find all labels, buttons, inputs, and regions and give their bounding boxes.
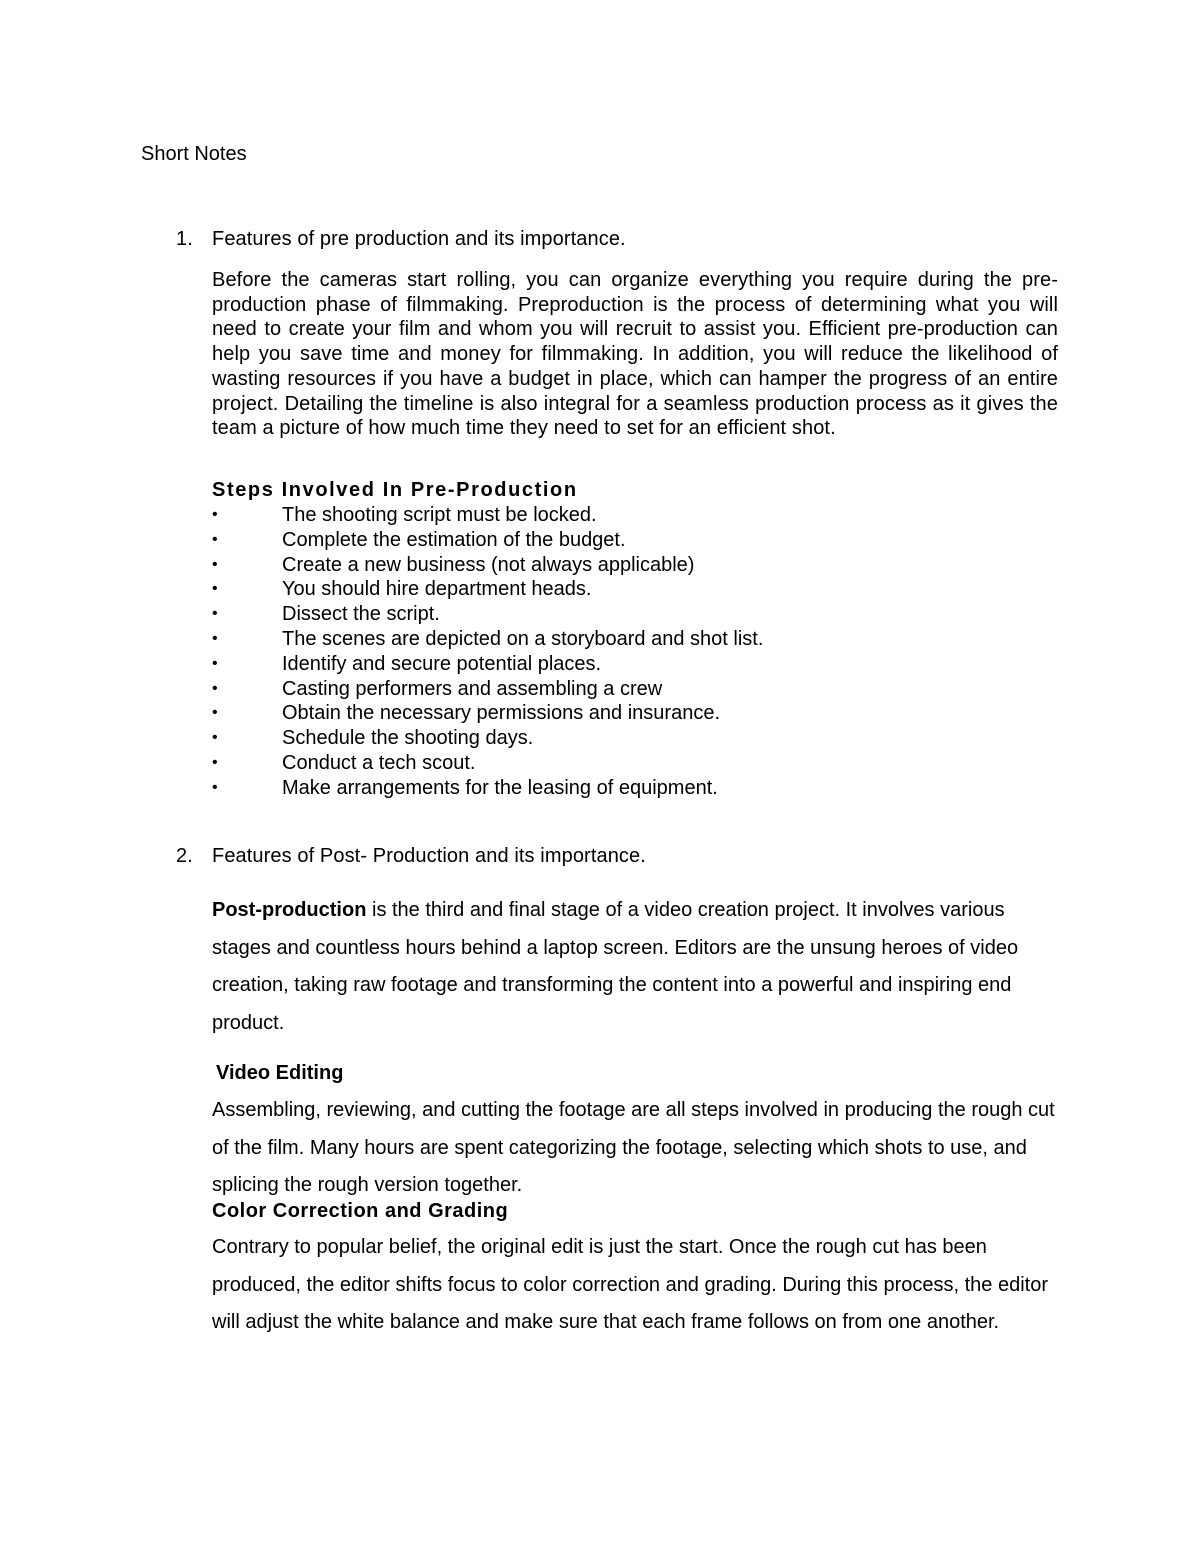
steps-list-item-text: Casting performers and assembling a crew xyxy=(282,677,663,700)
steps-list-item-text: Conduct a tech scout. xyxy=(282,751,476,774)
bullet-icon: • xyxy=(212,629,218,647)
video-editing-heading: Video Editing xyxy=(216,1062,344,1084)
steps-list-item-text: Identify and secure potential places. xyxy=(282,652,602,675)
bullet-icon: • xyxy=(212,679,218,697)
bullet-icon: • xyxy=(212,753,218,771)
section-2-title: Features of Post- Production and its importance. xyxy=(212,845,646,867)
bullet-icon: • xyxy=(212,530,218,548)
post-production-paragraph xyxy=(212,892,1062,1042)
section-1-number: 1. xyxy=(176,228,193,250)
section-2-number: 2. xyxy=(176,845,193,867)
page-title: Short Notes xyxy=(141,143,247,165)
bullet-icon: • xyxy=(212,555,218,573)
color-correction-paragraph: Contrary to popular belief, the original edit is just the start. Once the rough cut has been produced, the editor shifts focus to color correction and grading. During this process, the editor will adjust the white balance and make sure that each frame follows on from one another. xyxy=(212,1236,1049,1334)
bullet-icon: • xyxy=(212,654,218,672)
color-correction-heading: Color Correction and Grading xyxy=(212,1200,509,1222)
steps-list-item-text: Complete the estimation of the budget. xyxy=(282,528,626,551)
steps-list-item-text: Obtain the necessary permissions and insurance. xyxy=(282,702,721,725)
bullet-icon: • xyxy=(212,704,218,722)
bullet-icon: • xyxy=(212,605,218,623)
bullet-icon: • xyxy=(212,729,218,747)
steps-list-item-text: The shooting script must be locked. xyxy=(282,504,597,526)
steps-list-item-text: The scenes are depicted on a storyboard and shot list. xyxy=(282,627,764,650)
bullet-icon: • xyxy=(212,580,218,598)
post-production-description: is the third and final stage of a video creation project. It involves various stages and countless hours behind a laptop screen. Editors are the unsung heroes of video creation, taking raw footage and transforming the content into a powerful and inspiring end product. xyxy=(212,899,1019,1034)
bullet-icon: • xyxy=(212,506,218,523)
section-1-paragraph: Before the cameras start rolling, you can organize everything you require during the pre-production phase of filmmaking. Preproduction is the process of determining what you will need to create your film and whom you will recruit to assist you. Efficient pre-production can help you save time and money for filmmaking. In addition, you will reduce the likelihood of wasting resources if you have a budget in place, which can hamper the progress of an entire project. Detailing the timeline is also integral for a seamless production process as it gives the team a picture of how much time they need to set for an efficient shot. xyxy=(212,269,1058,440)
steps-list-item-text: Dissect the script. xyxy=(282,603,440,626)
bullet-icon: • xyxy=(212,778,218,796)
video-editing-paragraph: Assembling, reviewing, and cutting the footage are all steps involved in producing the rough cut of the film. Many hours are spent categorizing the footage, selecting which shots to use, and splicing the rough version together. xyxy=(212,1099,1055,1197)
steps-list-item-text: Make arrangements for the leasing of equipment. xyxy=(282,776,718,799)
steps-list-item-text: Schedule the shooting days. xyxy=(282,727,534,750)
steps-heading: Steps Involved In Pre-Production xyxy=(212,479,578,501)
section-1-title: Features of pre production and its importance. xyxy=(212,228,626,250)
post-production-term: Post-production xyxy=(212,899,367,921)
steps-list-item-text: Create a new business (not always applicable) xyxy=(282,553,695,576)
steps-list-item-text: You should hire department heads. xyxy=(282,578,592,601)
